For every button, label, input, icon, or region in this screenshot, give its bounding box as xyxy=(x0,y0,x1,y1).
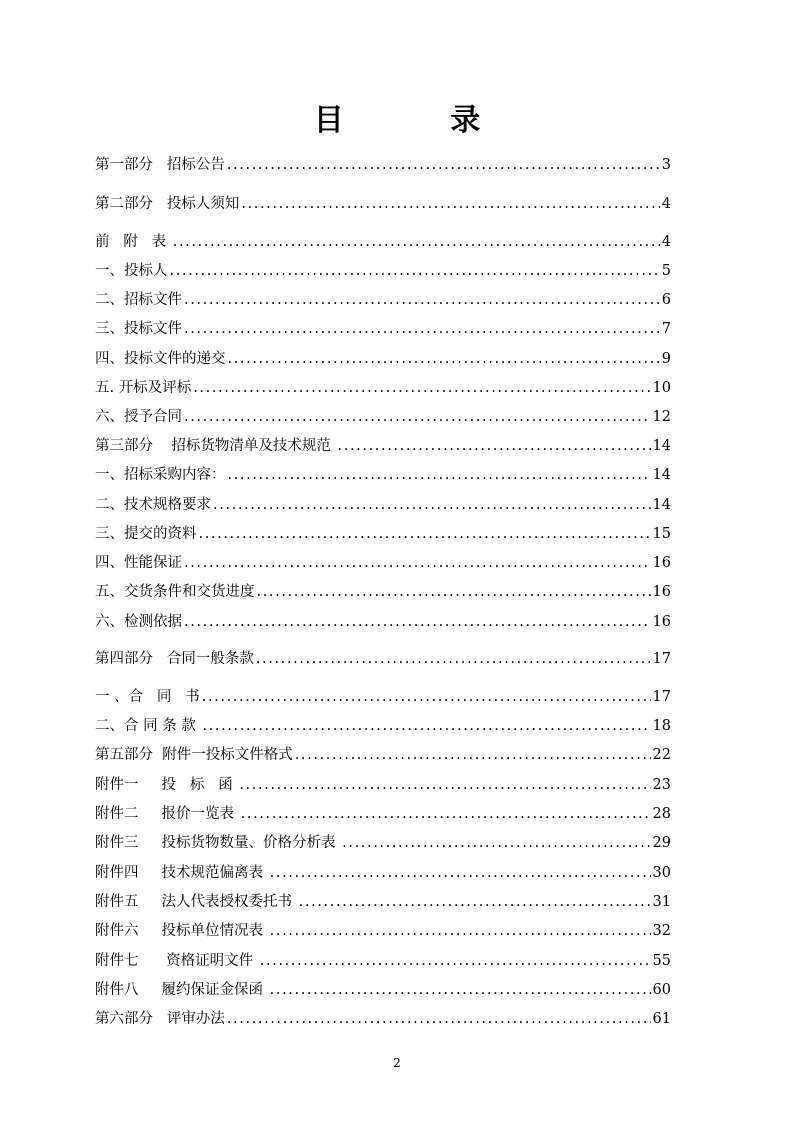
toc-entry-label: 二、技术规格要求 xyxy=(95,497,211,513)
toc-entry-label: 附件一 投 标 函 xyxy=(95,777,238,793)
toc-entry-label: 第六部分 评审办法 xyxy=(95,1011,225,1027)
toc-entry-page: 23 xyxy=(652,777,671,793)
toc-entry[interactable] xyxy=(95,463,671,485)
toc-entry-label: 三、提交的资料 xyxy=(95,526,197,542)
toc-entry-page: 16 xyxy=(652,555,671,571)
toc-entry[interactable] xyxy=(95,405,671,427)
toc-entry[interactable] xyxy=(95,743,671,765)
toc-leader-dots xyxy=(173,232,660,252)
toc-entry-page: 14 xyxy=(652,497,671,513)
toc-leader-dots xyxy=(184,553,651,573)
toc-entry-page: 6 xyxy=(661,292,671,308)
toc-entry-label: 附件五 法人代表授权委托书 xyxy=(95,894,297,910)
toc-entry[interactable] xyxy=(95,580,671,602)
toc-leader-dots xyxy=(257,582,651,602)
toc-entry-label: 一、招标采购内容： xyxy=(95,467,226,483)
toc-entry-page: 31 xyxy=(652,894,671,910)
toc-entry-page: 30 xyxy=(652,865,671,881)
toc-entry-label: 二、合 同 条 款 xyxy=(95,718,201,734)
toc-leader-dots xyxy=(184,407,651,427)
toc-entry-page: 60 xyxy=(652,982,671,998)
toc-entry-label: 一 、合 同 书 xyxy=(95,689,200,705)
toc-entry[interactable] xyxy=(95,347,671,369)
toc-entry-label: 前 附 表 xyxy=(95,234,171,250)
toc-entry-page: 18 xyxy=(652,718,671,734)
toc-entry-page: 17 xyxy=(652,651,671,667)
toc-entry-page: 14 xyxy=(652,467,671,483)
toc-entry-page: 32 xyxy=(652,923,671,939)
page-number: 2 xyxy=(393,1056,401,1070)
toc-entry-page: 4 xyxy=(661,234,671,250)
toc-entry[interactable] xyxy=(95,610,671,632)
toc-leader-dots xyxy=(241,804,651,824)
toc-leader-dots xyxy=(260,951,651,971)
toc-entry-label: 第五部分 附件一投标文件格式 xyxy=(95,747,293,763)
toc-leader-dots xyxy=(239,775,650,795)
toc-entry[interactable] xyxy=(95,890,671,912)
toc-entry[interactable] xyxy=(95,522,671,544)
toc-entry-page: 10 xyxy=(652,380,671,396)
toc-entry-page: 12 xyxy=(652,409,671,425)
toc-entry[interactable] xyxy=(95,288,671,310)
toc-leader-dots xyxy=(299,892,651,912)
toc-entry-label: 一、投标人 xyxy=(95,263,168,279)
toc-entry-label: 第三部分 招标货物清单及技术规范 xyxy=(95,438,336,454)
toc-entry[interactable] xyxy=(95,802,671,824)
toc-leader-dots xyxy=(241,194,659,214)
toc-entry-page: 16 xyxy=(652,584,671,600)
toc-leader-dots xyxy=(256,649,651,669)
toc-entry-label: 附件二 报价一览表 xyxy=(95,806,239,822)
toc-entry-page: 9 xyxy=(661,351,671,367)
toc-leader-dots xyxy=(202,687,651,707)
toc-entry[interactable] xyxy=(95,192,671,214)
toc-entry-label: 附件六 投标单位情况表 xyxy=(95,923,268,939)
toc-leader-dots xyxy=(228,465,651,485)
toc-leader-dots xyxy=(193,378,650,398)
toc-entry-label: 第一部分 招标公告 xyxy=(95,157,225,173)
toc-entry[interactable] xyxy=(95,978,671,1000)
toc-entry-label: 三、投标文件 xyxy=(95,321,182,337)
toc-leader-dots xyxy=(202,716,650,736)
toc-entry[interactable] xyxy=(95,153,671,175)
toc-entry[interactable] xyxy=(95,647,671,669)
toc-entry-page: 14 xyxy=(652,438,671,454)
toc-entry-label: 二、招标文件 xyxy=(95,292,182,308)
toc-leader-dots xyxy=(213,495,651,515)
toc-leader-dots xyxy=(184,319,660,339)
toc-entry-label: 六、授予合同 xyxy=(95,409,182,425)
page-title: 目 录 xyxy=(313,103,529,138)
toc-entry-label: 五、交货条件和交货进度 xyxy=(95,584,255,600)
toc-entry-label: 六、检测依据 xyxy=(95,614,182,630)
toc-entry-page: 55 xyxy=(652,953,671,969)
toc-entry-label: 附件七 资格证明文件 xyxy=(95,953,258,969)
toc-entry-page: 3 xyxy=(661,157,671,173)
toc-entry[interactable] xyxy=(95,434,671,456)
toc-leader-dots xyxy=(170,261,660,281)
toc-entry-page: 61 xyxy=(652,1011,671,1027)
toc-leader-dots xyxy=(227,155,660,175)
toc-entry[interactable] xyxy=(95,773,671,795)
toc-entry[interactable] xyxy=(95,1007,671,1029)
toc-entry-page: 7 xyxy=(661,321,671,337)
toc-leader-dots xyxy=(184,290,660,310)
toc-leader-dots xyxy=(342,833,650,853)
toc-entry[interactable] xyxy=(95,685,671,707)
toc-leader-dots xyxy=(199,524,651,544)
toc-entry-page: 28 xyxy=(652,806,671,822)
toc-entry[interactable] xyxy=(95,949,671,971)
toc-entry[interactable] xyxy=(95,831,671,853)
toc-entry[interactable] xyxy=(95,861,671,883)
toc-leader-dots xyxy=(184,612,651,632)
toc-entry[interactable] xyxy=(95,376,671,398)
toc-entry-label: 第二部分 投标人须知 xyxy=(95,196,240,212)
toc-entry-label: 四、性能保证 xyxy=(95,555,182,571)
toc-entry-page: 4 xyxy=(661,196,671,212)
toc-entry-page: 5 xyxy=(661,263,671,279)
toc-entry[interactable] xyxy=(95,493,671,515)
toc-entry[interactable] xyxy=(95,317,671,339)
toc-entry[interactable] xyxy=(95,919,671,941)
toc-entry[interactable] xyxy=(95,551,671,573)
toc-entry[interactable] xyxy=(95,230,671,252)
toc-entry[interactable] xyxy=(95,714,671,736)
toc-leader-dots xyxy=(228,349,660,369)
toc-leader-dots xyxy=(338,436,651,456)
toc-entry-page: 17 xyxy=(652,689,671,705)
toc-entry-page: 29 xyxy=(652,835,671,851)
toc-entry-label: 第四部分 合同一般条款 xyxy=(95,651,254,667)
toc-entry-label: 五. 开标及评标 xyxy=(95,380,192,396)
toc-leader-dots xyxy=(270,980,651,1000)
toc-entry-page: 22 xyxy=(652,747,671,763)
toc-leader-dots xyxy=(270,921,651,941)
toc-entry-label: 四、投标文件的递交 xyxy=(95,351,226,367)
toc-entry-page: 15 xyxy=(652,526,671,542)
toc-entry-label: 附件四 技术规范偏离表 xyxy=(95,865,268,881)
toc-leader-dots xyxy=(295,745,651,765)
toc-entry[interactable] xyxy=(95,259,671,281)
toc-entry-label: 附件八 履约保证金保函 xyxy=(95,982,268,998)
toc-leader-dots xyxy=(270,863,651,883)
toc-leader-dots xyxy=(227,1009,651,1029)
toc-entry-label: 附件三 投标货物数量、价格分析表 xyxy=(95,835,341,851)
toc-entry-page: 16 xyxy=(652,614,671,630)
